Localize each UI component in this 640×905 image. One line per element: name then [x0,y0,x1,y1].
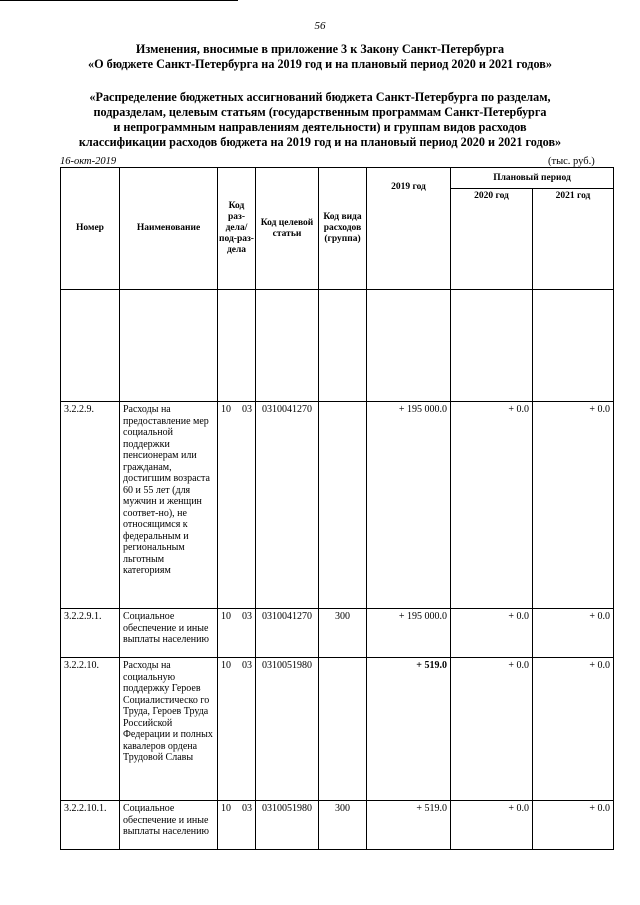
header-2021: 2021 год [533,189,614,290]
row-name: Социальное обеспечение и иные выплаты населению [120,801,218,850]
document-date: 16-окт-2019 [60,156,117,167]
row-2021: + 0.0 [533,658,614,801]
row-2019: + 519.0 [367,801,451,850]
row-section-code: 10 03 [218,609,256,658]
page-number: 56 [314,20,326,32]
header-target-code: Код целевой статьи [256,168,319,290]
table-header-row [61,168,614,189]
header-section-code: Код раз-дела/ под-раз-дела [218,168,256,290]
row-name: Социальное обеспечение и иные выплаты населению [120,609,218,658]
row-number: 3.2.2.10. [61,658,120,801]
row-number: 3.2.2.9.1. [61,609,120,658]
budget-table [60,167,614,850]
row-2021: + 0.0 [533,801,614,850]
header-number: Номер [61,168,120,290]
subtitle-line-3: и непрограммным направлениям деятельности) и группам видов расходов [113,120,527,134]
table-row [61,402,614,609]
row-2019: + 195 000.0 [367,402,451,609]
row-target-code: 0310051980 [256,801,319,850]
row-2020: + 0.0 [451,609,533,658]
row-2019: + 195 000.0 [367,609,451,658]
document-subtitle [0,90,640,150]
row-2020: + 0.0 [451,658,533,801]
row-2021: + 0.0 [533,609,614,658]
row-2019: + 519.0 [367,658,451,801]
row-kind-code: 300 [319,801,367,850]
subtitle-line-4: классификации расходов бюджета на 2019 год и на плановый период 2020 и 2021 годов» [78,135,562,149]
row-kind-code [319,658,367,801]
row-target-code: 0310051980 [256,658,319,801]
row-section-code: 10 03 [218,801,256,850]
document-title [0,42,640,72]
title-line-2: «О бюджете Санкт-Петербурга на 2019 год и на плановый период 2020 и 2021 годов» [88,57,552,71]
row-section-code: 10 03 [218,658,256,801]
row-kind-code: 300 [319,609,367,658]
row-name: Расходы на предоставление мер социальной поддержки пенсионерам или гражданам, достигшим возраста 60 и 55 лет (для мужчин и женщин соответ-но), не относящимся к федеральным и региональным льготным категориям [120,402,218,609]
row-section-code: 10 03 [218,402,256,609]
row-2020: + 0.0 [451,402,533,609]
header-name: Наименование [120,168,218,290]
header-planned-period: Плановый период [451,168,614,189]
row-number: 3.2.2.10.1. [61,801,120,850]
subtitle-line-2: подразделам, целевым статьям (государственным программам Санкт-Петербурга [93,105,547,119]
row-2021: + 0.0 [533,402,614,609]
row-target-code: 0310041270 [256,402,319,609]
header-2019: 2019 год [367,168,451,290]
subtitle-line-1: «Распределение бюджетных ассигнований бюджета Санкт-Петербурга по разделам, [89,90,551,104]
title-line-1: Изменения, вносимые в приложение 3 к Закону Санкт-Петербурга [135,42,505,56]
row-kind-code [319,402,367,609]
row-target-code: 0310041270 [256,609,319,658]
units-label: (тыс. руб.) [548,156,595,167]
table-row [61,609,614,658]
row-number: 3.2.2.9. [61,402,120,609]
top-rule [0,0,238,1]
header-kind-code: Код вида расходов (группа) [319,168,367,290]
row-2020: + 0.0 [451,801,533,850]
row-name: Расходы на социальную поддержку Героев Социалистическо го Труда, Героев Труда Российской Федерации и полных кавалеров ордена Трудовой Славы [120,658,218,801]
table-row [61,658,614,801]
header-2020: 2020 год [451,189,533,290]
table-row [61,801,614,850]
table-spacer-row [61,290,614,402]
